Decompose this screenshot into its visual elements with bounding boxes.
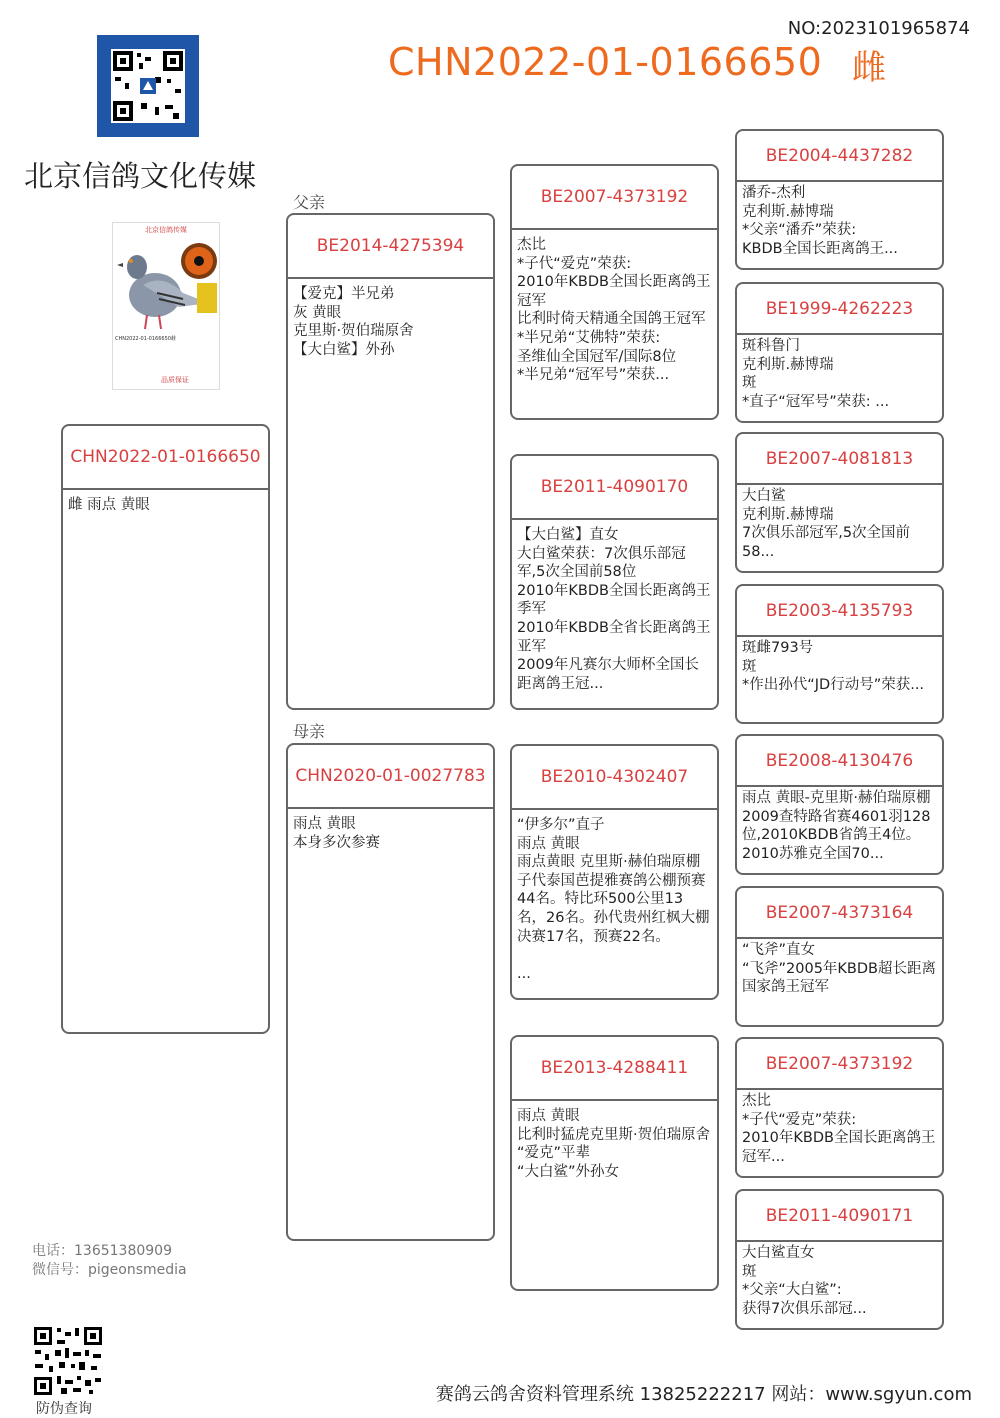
anti-fake-label: 防伪查询 — [36, 1401, 92, 1417]
grandparent-desc: “伊多尔”直子 雨点 黄眼 雨点黄眼 克里斯·赫伯瑞原棚 子代泰国芭提雅赛鸽公棚预赛44名。特比环500公里13名，26名。孙代贵州红枫大棚决赛17名，预赛22名。 ... — [517, 817, 710, 982]
great-grandparent-desc: 杰比 *子代“爱克”荣获: 2010年KBDB全国长距离鸽王冠军... — [742, 1093, 936, 1165]
father-ring: BE2014-4275394 — [288, 215, 493, 279]
qr-code-icon — [111, 49, 185, 123]
great-grandparent-desc: 斑雌793号 斑 *作出孙代“JD行动号”荣获... — [742, 640, 925, 694]
brand-name: 北京信鸽文化传媒 — [24, 159, 257, 193]
great-grandparent-card-3[interactable] — [735, 432, 944, 573]
anti-fake-qr-code[interactable] — [33, 1326, 103, 1396]
subject-ring: CHN2022-01-0166650 — [63, 426, 268, 490]
contact-wechat: 微信号：pigeonsmedia — [32, 1262, 187, 1278]
footer-text: 赛鸽云鸽舍资料管理系统 13825222217 网站：www.sgyun.com — [435, 1384, 972, 1405]
great-grandparent-desc: 雨点 黄眼-克里斯·赫伯瑞原棚 2009查特路省赛4601羽128位,2010KBDB省鸽王4位。2010苏雅克全国70... — [742, 790, 931, 862]
photo-badge: 品质保证 — [161, 376, 189, 384]
mother-label: 母亲 — [293, 722, 326, 741]
mother-ring: CHN2020-01-0027783 — [288, 745, 493, 809]
great-grandparent-ring: BE2011-4090171 — [737, 1191, 942, 1242]
great-grandparent-ring: BE1999-4262223 — [737, 284, 942, 335]
grandparent-desc: 杰比 *子代“爱克”荣获: 2010年KBDB全国长距离鸽王冠军 比利时倚天精通全国鸽王冠军 *半兄弟“艾佛特”荣获: 圣维仙全国冠军/国际8位 *半兄弟“冠军号”荣获... — [517, 237, 711, 384]
great-grandparent-card-5[interactable] — [735, 734, 944, 875]
great-grandparent-card-8[interactable] — [735, 1189, 944, 1330]
great-grandparent-card-1[interactable] — [735, 129, 944, 270]
grandparent-ring: BE2011-4090170 — [512, 456, 717, 520]
great-grandparent-desc: 大白鲨直女 斑 *父亲“大白鲨”: 获得7次俱乐部冠... — [742, 1245, 867, 1317]
great-grandparent-ring: BE2003-4135793 — [737, 586, 942, 637]
grandparent-card-dam-sire[interactable] — [510, 744, 719, 1000]
pigeon-photo — [112, 222, 220, 390]
page-title-ring: CHN2022-01-0166650 — [388, 40, 823, 84]
grandparent-card-sire-dam[interactable] — [510, 454, 719, 710]
great-grandparent-card-2[interactable] — [735, 282, 944, 423]
qr-code-icon — [33, 1326, 103, 1396]
pigeon-icon — [113, 233, 219, 343]
certificate-number: NO:2023101965874 — [787, 18, 970, 39]
contact-info — [32, 1242, 187, 1280]
brand-qr-code — [97, 35, 199, 137]
great-grandparent-desc: 潘乔-杰利 克利斯.赫博瑞 *父亲“潘乔”荣获: KBDB全国长距离鸽王... — [742, 185, 898, 257]
great-grandparent-ring: BE2007-4081813 — [737, 434, 942, 485]
mother-desc: 雨点 黄眼 本身多次参赛 — [293, 816, 380, 851]
photo-brand: 北京信鸽传媒 — [145, 226, 187, 234]
great-grandparent-card-6[interactable] — [735, 886, 944, 1027]
grandparent-card-sire-sire[interactable] — [510, 164, 719, 420]
great-grandparent-ring: BE2007-4373192 — [737, 1039, 942, 1090]
father-label: 父亲 — [293, 193, 326, 212]
contact-phone: 电话：13651380909 — [32, 1243, 172, 1259]
great-grandparent-desc: 大白鲨 克利斯.赫博瑞 7次俱乐部冠军,5次全国前58... — [742, 488, 911, 560]
grandparent-desc: 【大白鲨】直女 大白鲨荣获：7次俱乐部冠军,5次全国前58位 2010年KBDB全国长距离鸽王季军 2010年KBDB全省长距离鸽王亚军 2009年凡赛尔大师杯全国长距离鸽王冠... — [517, 527, 711, 692]
great-grandparent-desc: “飞斧”直女 “飞斧”2005年KBDB超长距离国家鸽王冠军 — [742, 942, 936, 996]
grandparent-card-dam-dam[interactable] — [510, 1035, 719, 1291]
page-title-sex: 雌 — [852, 48, 886, 88]
mother-card[interactable] — [286, 743, 495, 1241]
great-grandparent-ring: BE2004-4437282 — [737, 131, 942, 182]
photo-ring: CHN2022-01-0166650雌 — [115, 336, 176, 342]
grandparent-desc: 雨点 黄眼 比利时猛虎克里斯·贺伯瑞原舍 “爱克”平辈 “大白鲨”外孙女 — [517, 1108, 711, 1180]
great-grandparent-desc: 斑科鲁门 克利斯.赫博瑞 斑 *直子“冠军号”荣获: ... — [742, 338, 890, 410]
great-grandparent-card-4[interactable] — [735, 584, 944, 724]
grandparent-ring: BE2010-4302407 — [512, 746, 717, 810]
subject-card[interactable] — [61, 424, 270, 1034]
father-desc: 【爱克】半兄弟 灰 黄眼 克里斯·贺伯瑞原舍 【大白鲨】外孙 — [293, 286, 414, 358]
subject-desc: 雌 雨点 黄眼 — [68, 497, 150, 513]
grandparent-ring: BE2013-4288411 — [512, 1037, 717, 1101]
father-card[interactable] — [286, 213, 495, 710]
grandparent-ring: BE2007-4373192 — [512, 166, 717, 230]
great-grandparent-ring: BE2007-4373164 — [737, 888, 942, 939]
great-grandparent-card-7[interactable] — [735, 1037, 944, 1178]
great-grandparent-ring: BE2008-4130476 — [737, 736, 942, 787]
